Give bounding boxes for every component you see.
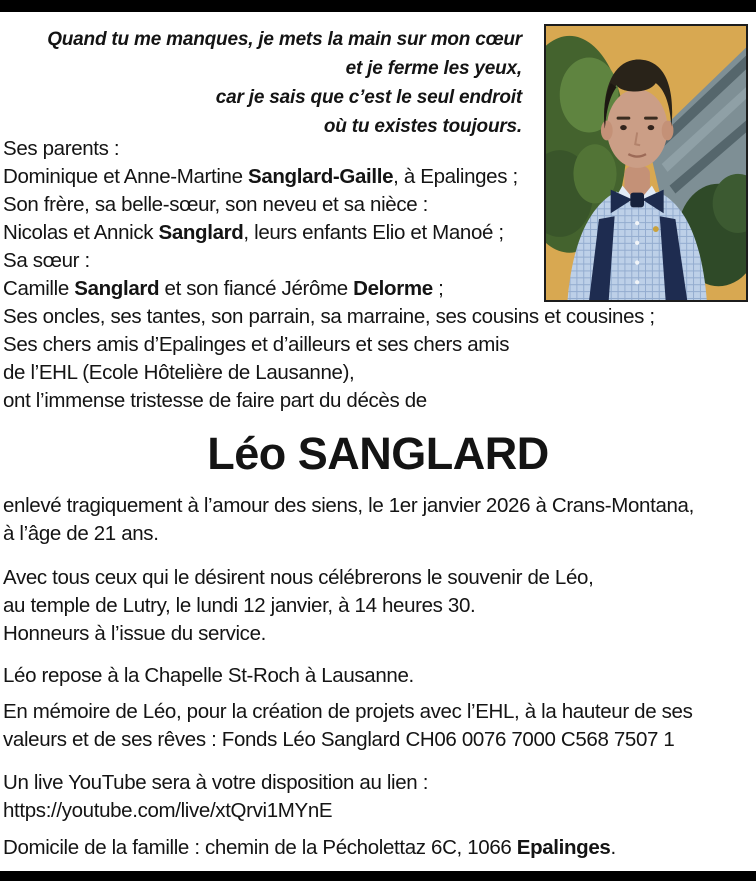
announcement-text: Camille	[3, 277, 75, 300]
ceremony-line: au temple de Lutry, le lundi 12 janvier, à 14 heures 30.	[3, 594, 476, 617]
quote-line: Quand tu me manques, je mets la main sur mon cœur	[47, 29, 522, 50]
announcement-line	[3, 331, 655, 359]
memorial-fund-line: valeurs et de ses rêves : Fonds Léo Sanglard CH06 0076 7000 C568 7507 1	[3, 728, 675, 751]
residence-text: .	[610, 836, 616, 859]
announcement-line	[3, 387, 655, 415]
announcement-text: ont l’immense tristesse de faire part du décès de	[3, 389, 427, 412]
announcement-line	[3, 219, 655, 247]
announcement-text: Ses chers amis d’Epalinges et d’ailleurs et ses chers amis	[3, 333, 510, 356]
memorial-quote	[47, 25, 522, 141]
announcement-text: , à Epalinges ;	[393, 165, 518, 188]
announcement-text: , leurs enfants Elio et Manoé ;	[243, 221, 504, 244]
death-line: à l’âge de 21 ans.	[3, 522, 159, 545]
youtube-live-intro: Un live YouTube sera à votre disposition au lien :	[3, 771, 429, 794]
family-name-bold: Delorme	[353, 277, 433, 300]
announcement-text: Ses parents :	[3, 137, 120, 160]
announcement-text: Son frère, sa belle-sœur, son neveu et sa nièce :	[3, 193, 428, 216]
ceremony-details	[3, 564, 593, 648]
announcement-line	[3, 359, 655, 387]
deceased-name-title: Léo SANGLARD	[207, 428, 549, 479]
announcement-line	[3, 135, 655, 163]
ceremony-line: Avec tous ceux qui le désirent nous célébrerons le souvenir de Léo,	[3, 566, 594, 589]
announcement-line	[3, 191, 655, 219]
family-residence	[3, 834, 616, 862]
memorial-fund	[3, 698, 692, 754]
ceremony-line: Honneurs à l’issue du service.	[3, 622, 266, 645]
bottom-border-rule	[0, 871, 756, 881]
quote-line: et je ferme les yeux,	[345, 58, 522, 79]
family-name-bold: Sanglard	[158, 221, 244, 244]
family-name-bold: Sanglard	[74, 277, 160, 300]
announcement-text: Ses oncles, ses tantes, son parrain, sa marraine, ses cousins et cousines ;	[3, 305, 655, 328]
top-border-rule	[0, 0, 756, 12]
announcement-line	[3, 163, 655, 191]
announcement-line	[3, 275, 655, 303]
memorial-fund-line: En mémoire de Léo, pour la création de projets avec l’EHL, à la hauteur de ses	[3, 700, 693, 723]
announcement-text: Dominique et Anne-Martine	[3, 165, 249, 188]
residence-text: Domicile de la famille : chemin de la Pécholettaz 6C, 1066	[3, 836, 517, 859]
family-announcement	[3, 135, 655, 415]
announcement-text: de l’EHL (Ecole Hôtelière de Lausanne),	[3, 361, 355, 384]
residence-town-bold: Epalinges	[516, 836, 611, 859]
repose-line: Léo repose à la Chapelle St-Roch à Lausanne.	[3, 664, 414, 687]
youtube-live-info	[3, 769, 428, 825]
announcement-text: Nicolas et Annick	[3, 221, 159, 244]
death-details	[3, 492, 694, 548]
announcement-line	[3, 303, 655, 331]
youtube-live-url[interactable]: https://youtube.com/live/xtQrvi1MYnE	[3, 799, 333, 822]
announcement-line	[3, 247, 655, 275]
residence-line	[3, 834, 616, 862]
announcement-text: et son fiancé Jérôme	[159, 277, 354, 300]
family-name-bold: Sanglard-Gaille	[248, 165, 394, 188]
death-line: enlevé tragiquement à l’amour des siens, le 1er janvier 2026 à Crans-Montana,	[3, 494, 694, 517]
repose-location	[3, 662, 414, 690]
announcement-text: ;	[432, 277, 444, 300]
announcement-text: Sa sœur :	[3, 249, 90, 272]
quote-line: car je sais que c’est le seul endroit	[215, 87, 522, 108]
quote-line: où tu existes toujours.	[323, 116, 522, 137]
